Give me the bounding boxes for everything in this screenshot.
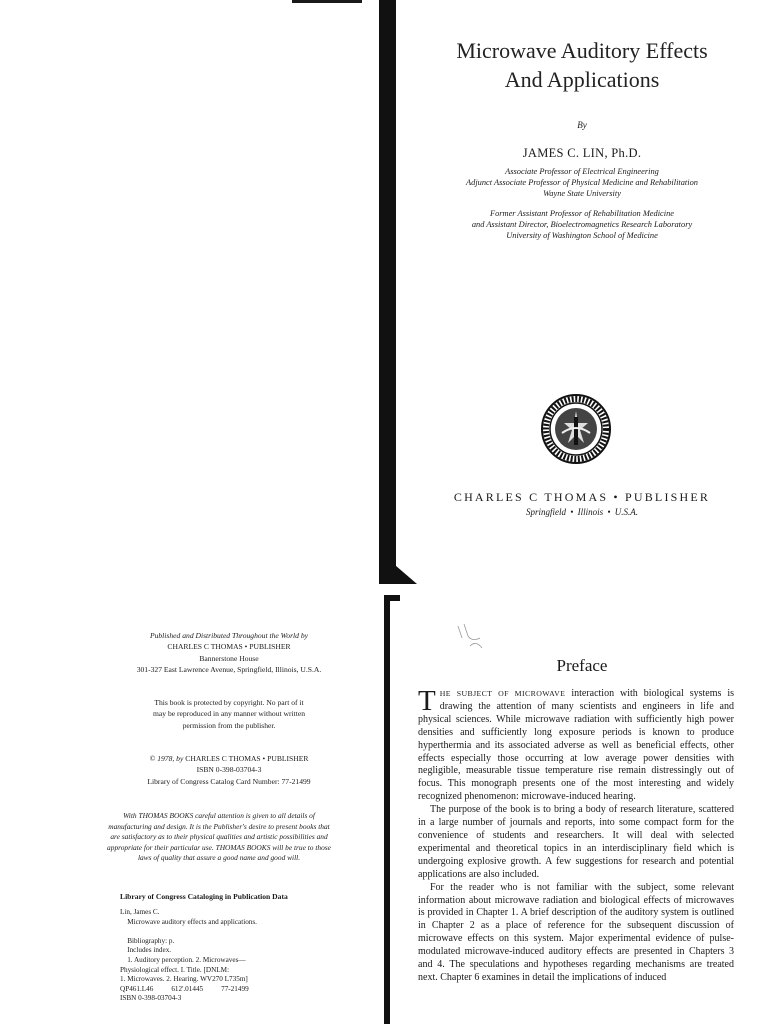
notice-line: may be reproduced in any manner without written xyxy=(152,709,306,719)
publisher-name: CHARLES C THOMAS • PUBLISHER xyxy=(167,642,291,652)
affiliation-line: Associate Professor of Electrical Engineering xyxy=(505,167,659,176)
cip-line: Bibliography: p. xyxy=(120,936,175,945)
notice-line: permission from the publisher. xyxy=(182,720,276,730)
affiliation-line: Former Assistant Professor of Rehabilitation Medicine xyxy=(489,209,674,218)
note-line: manufacturing and design. It is the Publisher's desire to present books that xyxy=(108,821,330,831)
current-affiliation xyxy=(412,166,752,199)
copyright-line xyxy=(100,753,358,764)
cip-line: Microwave auditory effects and applications. xyxy=(120,917,257,926)
copyright-notice xyxy=(100,697,358,731)
title-line-1: Microwave Auditory Effects xyxy=(456,38,708,63)
cip-line: Includes index. xyxy=(120,946,172,955)
cip-line: Physiological effect. I. Title. [DNLM: xyxy=(120,965,230,974)
lead-small-caps: HE SUBJECT OF MICROWAVE xyxy=(439,689,566,698)
notice-line: This book is protected by copyright. No part of it xyxy=(154,698,304,707)
preface-body xyxy=(418,685,734,985)
title-line-2: And Applications xyxy=(504,67,660,92)
book-gutter-shadow xyxy=(384,595,390,1024)
affiliation-line: University of Washington School of Medicine xyxy=(506,231,658,240)
preface-paragraph: The purpose of the book is to bring a body of research literature, scattered in a large number of journals and reports, into some compact form for the convenience of students and researchers. It will deal with selected experimental and theoretical topics in an interdisciplinary field which is undergoing explosive growth. A few suggestions for research and potential applications are also included. xyxy=(418,804,734,880)
distribution-block xyxy=(100,630,358,675)
cip-line: 1. Microwaves. 2. Hearing. WV270 L735m] xyxy=(120,975,248,984)
publisher-name: CHARLES C THOMAS • PUBLISHER xyxy=(453,490,711,504)
author-name: JAMES C. LIN, Ph.D. xyxy=(522,146,642,160)
copyright-year: © 1978, by xyxy=(149,754,184,763)
publisher-location: Springfield • Illinois • U.S.A. xyxy=(525,507,639,517)
note-line: are satisfactory as to their physical qualities and artistic possibilities and xyxy=(110,832,328,841)
note-line: laws of quality that assure a good name and good will. xyxy=(137,853,301,862)
cip-line xyxy=(120,927,360,937)
affiliation-line: Wayne State University xyxy=(543,189,621,198)
by-line: By xyxy=(577,120,587,130)
book-gutter-cap xyxy=(384,595,400,601)
former-affiliation xyxy=(412,208,752,241)
note-line: With THOMAS BOOKS careful attention is given to all details of xyxy=(123,811,315,820)
isbn: ISBN 0-398-03704-3 xyxy=(196,765,262,775)
copyright-block xyxy=(100,753,358,787)
publisher-house: Bannerstone House xyxy=(199,653,259,663)
copyright-holder: CHARLES C THOMAS • PUBLISHER xyxy=(185,754,309,763)
affiliation-line: Adjunct Associate Professor of Physical Medicine and Rehabilitation xyxy=(466,178,698,187)
cip-heading: Library of Congress Cataloging in Publication Data xyxy=(120,892,288,901)
preface-paragraph xyxy=(418,685,734,804)
preface-heading: Preface xyxy=(556,656,608,675)
book-spine-foot xyxy=(379,566,417,584)
cip-data xyxy=(120,908,360,1004)
drop-cap: T xyxy=(418,685,436,717)
paragraph-text: interaction with biological systems is drawing the attention of many scientists and engineers in life and physical sciences. While microwave radiation with sufficiently high power densities and sufficiently long exposure periods is known to produce hyperthermia and its associated adverse as well as beneficial effects, other effects especially those occurring at low average power densities with negligible, measurable tissue temperature rise remain distressingly out of focus. This monograph presents one of the most interesting and widely recognized phenomenon: microwave-induced hearing. xyxy=(418,688,734,803)
cip-line: ISBN 0-398-03704-3 xyxy=(120,994,182,1003)
affiliation-line: and Assistant Director, Bioelectromagnetics Research Laboratory xyxy=(471,220,693,229)
handwritten-mark xyxy=(450,618,490,658)
cip-line: QP461.L46 612'.01445 77-21499 xyxy=(120,984,249,993)
distributed-by: Published and Distributed Throughout the World by xyxy=(149,631,309,640)
cip-line: 1. Auditory perception. 2. Microwaves— xyxy=(120,955,246,964)
thomas-books-seal-icon xyxy=(540,393,612,465)
book-spine-shadow xyxy=(379,0,396,580)
note-line: appropriate for their particular use. THOMAS BOOKS will be true to those xyxy=(107,842,331,852)
thomas-books-note xyxy=(80,811,358,864)
cip-line: Lin, James C. xyxy=(120,908,160,916)
preface-paragraph: For the reader who is not familiar with the subject, some relevant information about microwave radiation and biological effects of microwaves is provided in Chapter 1. A brief description of the auditory system is outlined in Chapter 2 as a place of reference for the subsequent discussion of microwave effects on this system. Major experimental evidence of pulse-modulated microwave-induced auditory effects are presented in Chapters 3 and 4. The speculations and hypotheses regarding mechanisms are treated next. Chapter 6 examines in detail the implications of induced xyxy=(418,881,734,983)
book-title xyxy=(412,36,752,94)
publisher-address: 301-327 East Lawrence Avenue, Springfield, Illinois, U.S.A. xyxy=(136,664,322,674)
lccn: Library of Congress Catalog Card Number: 77-21499 xyxy=(147,776,311,786)
scan-edge-bar xyxy=(292,0,362,3)
